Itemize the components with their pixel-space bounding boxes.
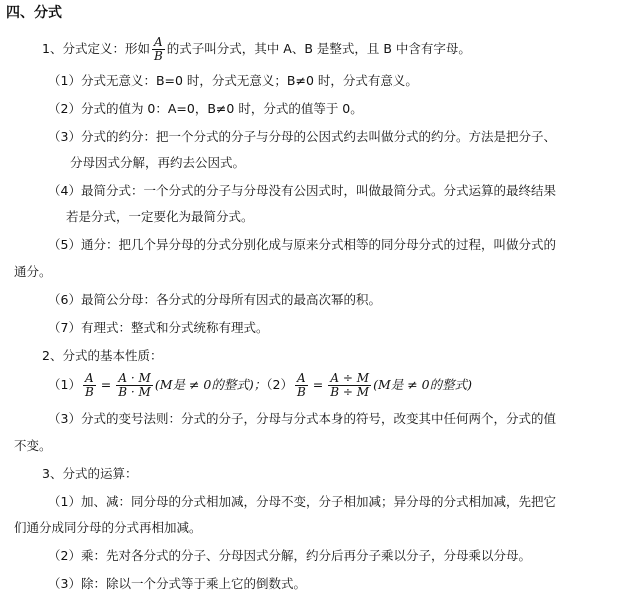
list-item: （2）分式的值为 0：A=0，B≠0 时，分式的值等于 0。 bbox=[48, 101, 363, 116]
list-item: （4）最简分式：一个分式的分子与分母没有公因式时，叫做最简分式。分式运算的最终结果 bbox=[48, 183, 556, 198]
list-item: （3）分式的约分：把一个分式的分子与分母的公因式约去叫做分式的约分。方法是把分子、 bbox=[48, 129, 556, 144]
property-label-1: （1） bbox=[48, 377, 81, 392]
fraction-denominator: B · M bbox=[118, 385, 151, 399]
fraction-numerator: A bbox=[295, 372, 308, 386]
definition-suffix: 的式子叫分式，其中 A、B 是整式，且 B 中含有字母。 bbox=[166, 41, 471, 56]
condition-text: (M是 ≠ 0的整式) bbox=[373, 377, 473, 392]
definition-prefix: 1、分式定义：形如 bbox=[42, 41, 150, 56]
list-item-continuation: 若是分式，一定要化为最简分式。 bbox=[66, 209, 254, 224]
fraction-a-over-b bbox=[152, 36, 165, 63]
list-item: （5）通分：把几个异分母的分式分别化成与原来分式相等的同分母分式的过程，叫做分式的 bbox=[48, 237, 556, 252]
list-item: （1）分式无意义：B=0 时，分式无意义；B≠0 时，分式有意义。 bbox=[48, 73, 418, 88]
list-item: （3）除：除以一个分式等于乘上它的倒数式。 bbox=[48, 576, 306, 591]
list-item-continuation: 通分。 bbox=[14, 264, 52, 279]
fraction-am-over-bm bbox=[116, 372, 153, 399]
fraction-a-over-b bbox=[83, 372, 96, 399]
equals-sign: = bbox=[100, 377, 112, 392]
fraction-denominator: B bbox=[153, 49, 163, 63]
list-item: （1）加、减：同分母的分式相加减，分母不变，分子相加减；异分母的分式相加减，先把它 bbox=[48, 494, 556, 509]
list-item: （2）乘：先对各分式的分子、分母因式分解，约分后再分子乘以分子，分母乘以分母。 bbox=[48, 548, 531, 563]
list-item: （7）有理式：整式和分式统称有理式。 bbox=[48, 320, 269, 335]
fraction-numerator: A bbox=[152, 36, 165, 50]
list-item: （6）最简公分母：各分式的分母所有因式的最高次幂的积。 bbox=[48, 292, 381, 307]
list-item-continuation: 们通分成同分母的分式再相加减。 bbox=[14, 520, 202, 535]
fraction-numerator: A · M bbox=[116, 372, 153, 386]
definition-line bbox=[42, 34, 471, 64]
list-item: （3）分式的变号法则：分式的分子，分母与分式本身的符号，改变其中任何两个，分式的值 bbox=[48, 411, 556, 426]
section-title: 四、分式 bbox=[6, 5, 62, 21]
list-item-continuation: 不变。 bbox=[14, 438, 52, 453]
fraction-denominator: B bbox=[296, 385, 306, 399]
fraction-numerator: A bbox=[83, 372, 96, 386]
operations-title: 3、分式的运算： bbox=[42, 466, 138, 481]
property-label-2: （2） bbox=[266, 377, 293, 392]
list-item-continuation: 分母因式分解，再约去公因式。 bbox=[70, 155, 246, 170]
condition-text: (M是 ≠ 0的整式)； bbox=[154, 377, 267, 392]
fraction-denominator: B ÷ M bbox=[330, 385, 370, 399]
fraction-numerator: A ÷ M bbox=[328, 372, 371, 386]
fraction-a-over-b bbox=[295, 372, 308, 399]
basic-property-formulas bbox=[48, 370, 472, 400]
fraction-denominator: B bbox=[84, 385, 94, 399]
equals-sign: = bbox=[312, 377, 324, 392]
basic-property-title: 2、分式的基本性质： bbox=[42, 348, 163, 363]
fraction-a-div-m-over-b-div-m bbox=[328, 372, 371, 399]
